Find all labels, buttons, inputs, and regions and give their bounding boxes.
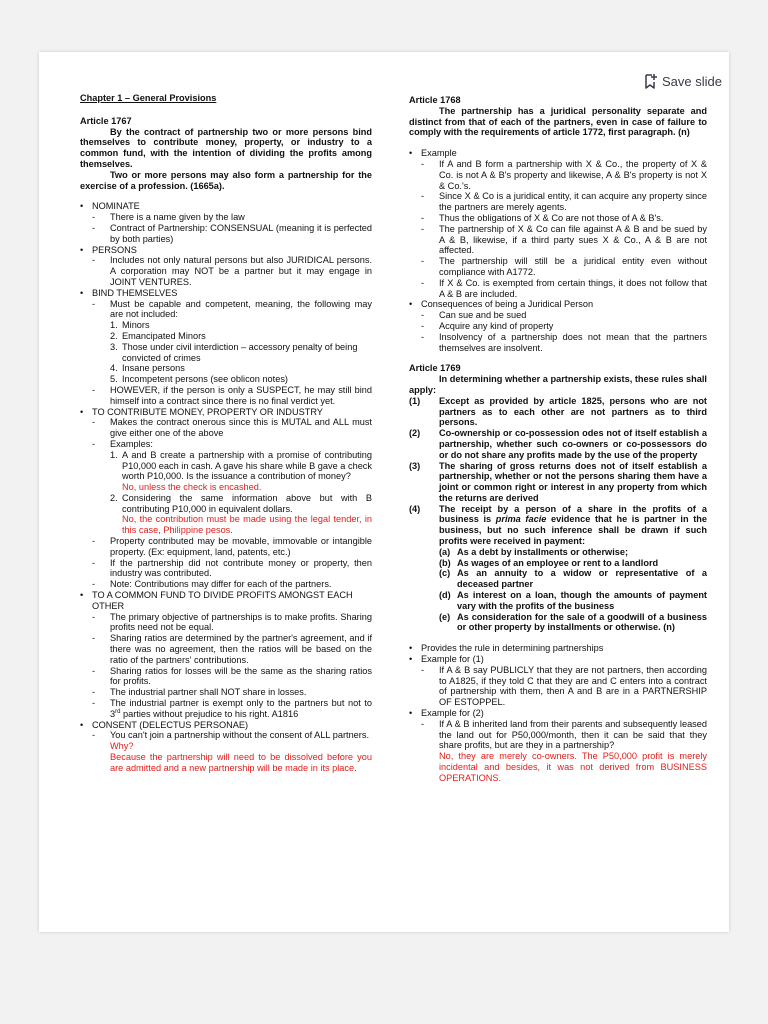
list-item: - Sharing ratios for losses will be the same as the sharing ratios for profits.	[80, 666, 372, 688]
rule-4-sub: (d) As interest on a loan, though the amounts of payment vary with the profits of the business	[439, 590, 707, 611]
save-slide-label: Save slide	[662, 74, 722, 89]
bullet-contribute: • TO CONTRIBUTE MONEY, PROPERTY OR INDUSTRY	[80, 407, 372, 418]
list-item: - If A & B say PUBLICLY that they are not partners, then according to A1825, if they told C that they are and C enters into a contract of partnership with them, then A and B are in a PARTNERSHIP OF ESTOPPEL.	[409, 665, 707, 708]
list-item: - There is a name given by the law	[80, 212, 372, 223]
save-slide-button[interactable]	[644, 73, 722, 90]
bullet-consent: • CONSENT (DELECTUS PERSONAE)	[80, 720, 372, 731]
right-column	[409, 93, 707, 784]
rule-3: (3) The sharing of gross returns does not of itself establish a partnership, whether or not the persons sharing them have a joint or common right or interest in any property from which the returns are derived	[409, 460, 707, 503]
bullet-common-fund: • TO A COMMON FUND TO DIVIDE PROFITS AMONGST EACH OTHER	[80, 590, 372, 612]
numbered-item: 4. Insane persons	[110, 363, 185, 374]
chapter-heading: Chapter 1 – General Provisions	[80, 93, 217, 103]
bullet-persons: • PERSONS	[80, 245, 372, 256]
article-1768-title: Article 1768	[409, 95, 461, 105]
rule-1: (1) Except as provided by article 1825, persons who are not partners as to each other are not partners as to third persons.	[409, 395, 707, 428]
article-1768-text: The partnership has a juridical personality separate and distinct from that of each of the partners, even in case of failure to comply with the requirements of article 1772, first paragraph. (n)	[409, 105, 707, 138]
consent-question: Why?	[110, 741, 134, 752]
rule-4-sub: (a) As a debt by installments or otherwise;	[439, 546, 629, 557]
bullet-example-for-1: • Example for (1)	[409, 654, 707, 665]
list-item: - Examples:	[80, 439, 372, 450]
example-1: 1. A and B create a partnership with a promise of contributing P10,000 each in cash. A gave his share while B gave a check worth P10,000. Is the issuance a contribution of money?	[110, 449, 372, 482]
list-item: - HOWEVER, if the person is only a SUSPECT, he may still bind himself into a contract since there is no final verdict yet.	[80, 385, 372, 407]
list-item: - Includes not only natural persons but also JURIDICAL persons. A corporation may NOT be a partner but it may engage in JOINT VENTURES.	[80, 255, 372, 287]
numbered-item: 3. Those under civil interdiction – accessory penalty of being convicted of crimes	[110, 341, 358, 363]
bookmark-plus-icon	[644, 73, 657, 90]
example-2-answer-right: No, they are merely co-owners. The P50,000 profit is merely incidental and besides, it was not derived from BUSINESS OPERATIONS.	[439, 751, 707, 783]
list-item: - The partnership will still be a juridical entity even without compliance with A1772.	[409, 256, 707, 278]
consent-answer: Because the partnership will need to be dissolved before you are admitted and a new partnership will be made in its place.	[110, 752, 372, 773]
list-item: - If the partnership did not contribute money or property, then industry was contributed.	[80, 558, 372, 580]
rule-4: (4) The receipt by a person of a share in the profits of a business is prima facie evidence that he is partner in the business, but no such inference shall be drawn if such profits were received in payment:	[409, 503, 707, 547]
example-1-answer: No, unless the check is encashed.	[122, 482, 262, 493]
list-item: - If X & Co. is exempted from certain things, it does not follow that A & B are included.	[409, 278, 707, 300]
bullet-bind-themselves: • BIND THEMSELVES	[80, 288, 372, 299]
list-item: - Property contributed may be movable, immovable or intangible property. (Ex: equipment, land, patents, etc.)	[80, 536, 372, 558]
list-item: - The partnership of X & Co can file against A & B and be sued by A & B, likewise, if a third party sues X & Co., A & B are not affected.	[409, 224, 707, 256]
list-item: - Note: Contributions may differ for each of the partners.	[80, 579, 372, 590]
list-item: - Must be capable and competent, meaning, the following may are not included:	[80, 299, 372, 321]
list-item: - Can sue and be sued	[409, 310, 707, 321]
bullet-provides: • Provides the rule in determining partnerships	[409, 643, 707, 654]
list-item: - The industrial partner is exempt only to the partners but not to 3rd parties without prejudice to his right. A1816	[80, 698, 372, 720]
list-item: - The industrial partner shall NOT share in losses.	[80, 687, 372, 698]
article-1769-title: Article 1769	[409, 363, 461, 374]
article-1767-title: Article 1767	[80, 115, 132, 126]
rule-2: (2) Co-ownership or co-possession odes not of itself establish a partnership, whether such co-owners or co-possessors do or do not share any profits made by the use of the property	[409, 428, 707, 460]
list-item: - Since X & Co is a juridical entity, it can acquire any property since the partners are merely agents.	[409, 191, 707, 213]
rule-4-sub: (e) As consideration for the sale of a goodwill of a business or other property by installments or otherwise. (n)	[439, 611, 707, 633]
numbered-item: 1. Minors	[110, 320, 150, 331]
list-item: - Acquire any kind of property	[409, 321, 707, 332]
list-item: - Insolvency of a partnership does not mean that the partners themselves are insolvent.	[409, 332, 707, 354]
list-item: - The primary objective of partnerships is to make profits. Sharing profits need not be equal.	[80, 612, 372, 634]
numbered-item: 5. Incompetent persons (see oblicon notes)	[110, 374, 288, 385]
article-1769-intro: In determining whether a partnership exists, these rules shall apply:	[409, 374, 707, 395]
example-2: 2. Considering the same information above but with B contributing P10,000 in equivalent dollars.	[110, 492, 372, 514]
left-column	[80, 93, 372, 774]
article-1767-paragraph-1: By the contract of partnership two or more persons bind themselves to contribute money, property, or industry to a common fund, with the intention of dividing the profits among themselves.	[80, 126, 372, 169]
list-item: - Makes the contract onerous since this is MUTAL and ALL must give either one of the above	[80, 417, 372, 439]
list-item: - Thus the obligations of X & Co are not those of A & B's.	[409, 213, 707, 224]
bullet-nominate: • NOMINATE	[80, 201, 372, 212]
bullet-example: • Example	[409, 148, 707, 159]
article-1767-paragraph-2: Two or more persons may also form a partnership for the exercise of a profession. (1665a).	[80, 169, 372, 191]
list-item: - Sharing ratios are determined by the partner's agreement, and if there was no agreement, then the ratios will be based on the ratio of the partners' contributions.	[80, 633, 372, 665]
numbered-item: 2. Emancipated Minors	[110, 330, 206, 341]
rule-4-sub: (c) As an annuity to a widow or representative of a deceased partner	[439, 568, 707, 590]
list-item: - If A & B inherited land from their parents and subsequently leased the land out for P50,000/month, then it can be said that they share profits, but are they in a partnership?	[409, 719, 707, 751]
list-item: - You can't join a partnership without the consent of ALL partners.	[80, 730, 372, 741]
list-item: - If A and B form a partnership with X & Co., the property of X & Co. is not A & B's property and likewise, A & B's property is not X & Co.'s.	[409, 159, 707, 191]
rule-4-sub: (b) As wages of an employee or rent to a landlord	[439, 557, 659, 568]
example-2-answer: No, the contribution must be made using the legal tender, in this case, Philippine pesos.	[122, 514, 372, 536]
bullet-example-for-2: • Example for (2)	[409, 708, 707, 719]
list-item: - Contract of Partnership: CONSENSUAL (meaning it is perfected by both parties)	[80, 223, 372, 245]
bullet-consequences: • Consequences of being a Juridical Person	[409, 299, 707, 310]
